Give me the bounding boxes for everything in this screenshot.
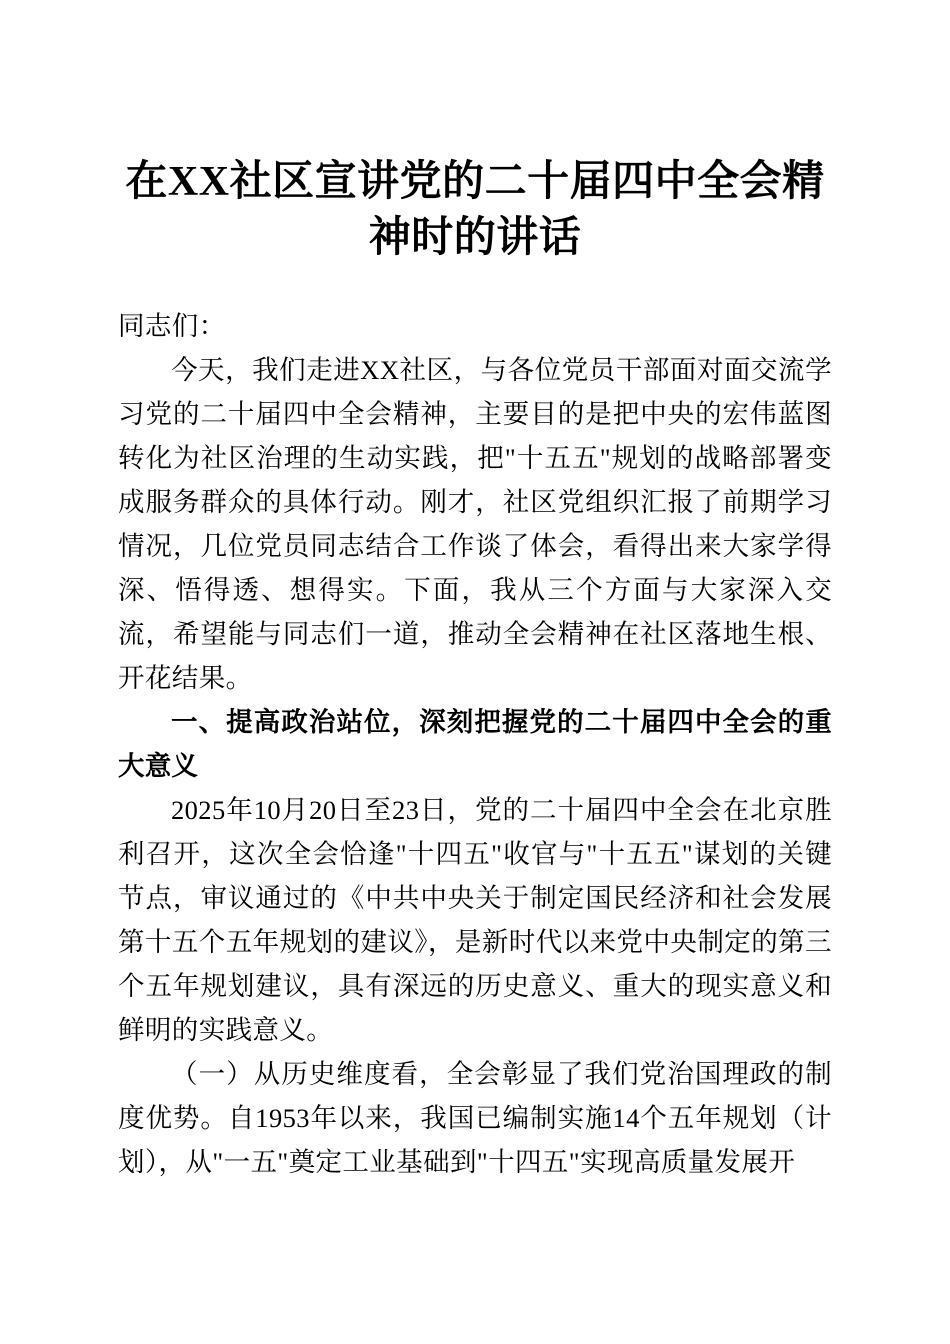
section-heading-1: 一、提高政治站位，深刻把握党的二十届四中全会的重大意义 [118,707,832,781]
opening-paragraph: 今天，我们走进XX社区，与各位党员干部面对面交流学习党的二十届四中全会精神，主要目的是把中央的宏伟蓝图转化为社区治理的生动实践，把"十五五"规划的战略部署变成服务群众的具体行动。刚才，社区党组织汇报了前期学习情况，几位党员同志结合工作谈了体会，看得出来大家学得深、悟得透、想得实。下面，我从三个方面与大家深入交流，希望能与同志们一道，推动全会精神在社区落地生根、开花结果。 [118,355,832,693]
page-title: 在XX社区宣讲党的二十届四中全会精神时的讲话 [125,159,825,261]
body-paragraph-1: 2025年10月20日至23日，党的二十届四中全会在北京胜利召开，这次全会恰逢"十四五"收官与"十五五"谋划的关键节点，审议通过的《中共中央关于制定国民经济和社会发展第十五个五年规划的建议》，是新时代以来党中央制定的第三个五年规划建议，具有深远的历史意义、重大的现实意义和鲜明的实践意义。 [118,795,832,1045]
document-content [118,0,832,1184]
title-spacer [118,266,832,304]
body-paragraph-2: （一）从历史维度看，全会彰显了我们党治国理政的制度优势。自1953年以来，我国已编制实施14个五年规划（计划），从"一五"奠定工业基础到"十四五"实现高质量发展开 [118,1059,832,1177]
salutation-paragraph: 同志们： [118,311,226,341]
